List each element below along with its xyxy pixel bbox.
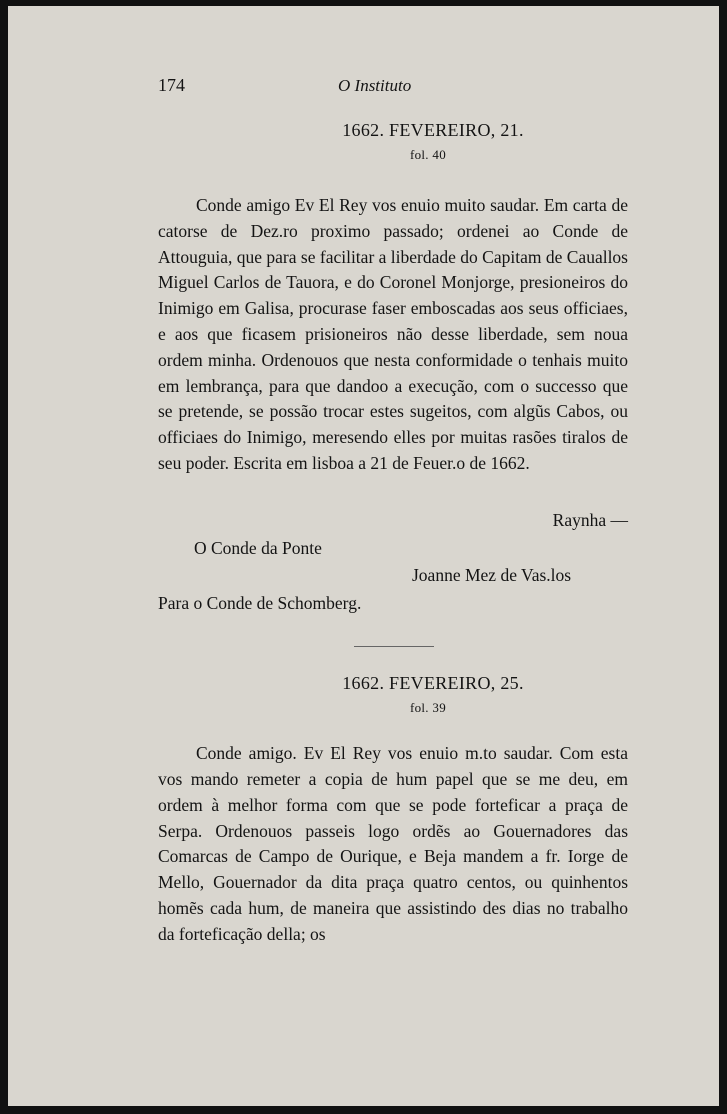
letter-2-body: Conde amigo. Ev El Rey vos enuio m.to saudar. Com esta vos mando remeter a copia de hum papel que se me deu, em ordem à melhor forma com que se pode forteficar a praça de Serpa. Ordenouos passeis logo ordẽs ao Gouernadores das Comarcas de Campo de Ourique, e Beja mandem a fr. Iorge de Mello, Gouernador da dita praça quatro centos, ou quinhentos homẽs cada hum, de maneira que assistindo des dias no trabalho da forteficação della; os [158,743,628,944]
letter-2-header [158,673,628,716]
letter-2-heading: 1662. FEVEREIRO, 25. [342,673,524,694]
letter-1-signature-queen: Raynha — [552,510,628,531]
letter-1-body: Conde amigo Ev El Rey vos enuio muito saudar. Em carta de catorse de Dez.ro proximo passado; ordenei ao Conde de Attouguia, que para se facilitar a liberdade do Capitam de Cauallos Miguel Carlos de Tauora, e do Coronel Monjorge, presioneiros do Inimigo em Galisa, procurase faser emboscadas aos seus officiaes, e aos que ficasem prisioneiros não desse liberdade, sem noua ordem minha. Ordenouos que nesta conformidade o tenhais muito em lembrança, para que dandoo a execução, com o successo que se pretende, se possão trocar estes sugeitos, com algũs Cabos, ou officiaes do Inimigo, meresendo elles por muitas rasões tiralos de seu poder. Escrita em lisboa a 21 de Feuer.o de 1662. [158,195,628,473]
letter-1-recipient: Para o Conde de Schomberg. [158,593,362,614]
letter-1-folio: fol. 40 [409,147,447,162]
section-divider [354,646,434,647]
running-title: O Instituto [338,76,412,95]
letter-1-addressee: O Conde da Ponte [194,538,322,559]
page-content [158,70,628,965]
running-head [158,70,628,100]
letter-2-folio: fol. 39 [409,700,447,716]
letter-1-signature-secretary: Joanne Mez de Vas.los [412,565,572,586]
letter-1-heading: 1662. FEVEREIRO, 21. [342,120,524,140]
letter-1-closing [158,494,628,614]
page-number: 174 [158,75,185,95]
